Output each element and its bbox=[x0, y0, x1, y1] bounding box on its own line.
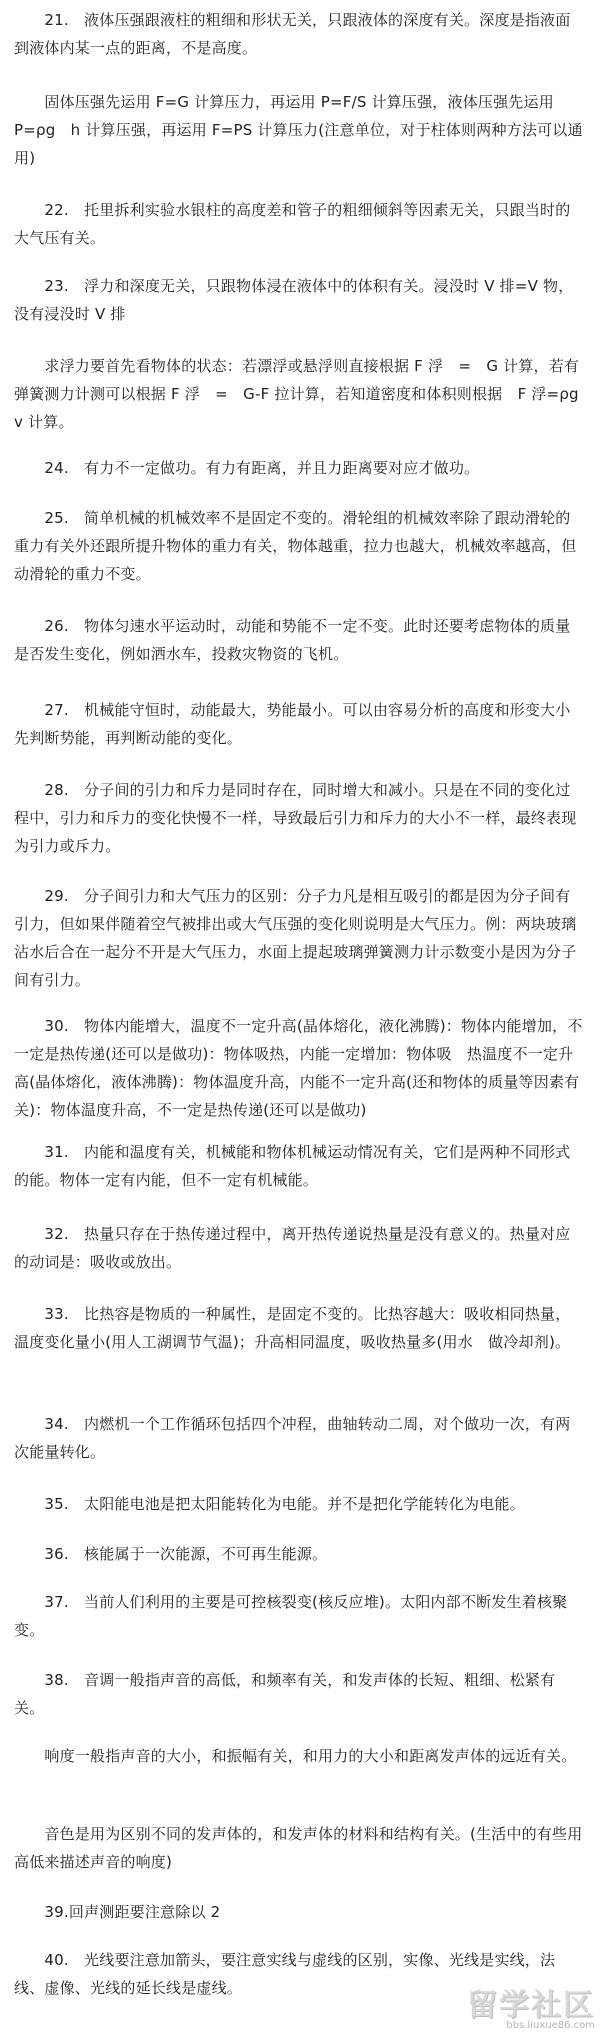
site-watermark bbox=[467, 1980, 595, 2031]
paragraph-37: 37. 当前人们利用的主要是可控核裂变(核反应堆)。太阳内部不断发生着核聚变。 bbox=[14, 1593, 568, 1639]
paragraph-buoyancy: 求浮力要首先看物体的状态：若漂浮或悬浮则直接根据 F 浮 = G 计算，若有弹簧测力计测可以根据 F 浮 = G-F 拉计算，若知道密度和体积则根据 F 浮=ρg v 计算。 bbox=[14, 357, 594, 431]
paragraph-pressure: 固体压强先运用 F=G 计算压力，再运用 P=F/S 计算压强，液体压强先运用 P=ρg h 计算压强，再运用 F=PS 计算压力(注意单位，对于柱体则两种方法可以通用) bbox=[14, 93, 583, 167]
paragraph-23: 23. 浮力和深度无关，只跟物体浸在液体中的体积有关。浸没时 V 排=V 物，没有浸没时 V 排 bbox=[14, 277, 574, 323]
paragraph-21: 21. 液体压强跟液柱的粗细和形状无关，只跟液体的深度有关。深度是指液面到液体内某一点的距离，不是高度。 bbox=[14, 11, 571, 57]
watermark-url: bbs.liuxue86.com bbox=[506, 2020, 595, 2031]
paragraph-timbre: 音色是用为区别不同的发声体的，和发声体的材料和结构有关。(生活中的有些用高低来描述声音的响度) bbox=[14, 1825, 583, 1871]
paragraph-40: 40. 光线要注意加箭头，要注意实线与虚线的区别，实像、光线是实线，法线、虚像、光线的延长线是虚线。 bbox=[14, 1951, 556, 1997]
watermark-logo: 留学社区 bbox=[467, 1988, 595, 2023]
paragraph-33: 33. 比热容是物质的一种属性，是固定不变的。比热容越大：吸收相同热量，温度变化量小(用人工湖调节气温)；升高相同温度，吸收热量多(用水 做冷却剂)。 bbox=[14, 1305, 571, 1351]
paragraph-28: 28. 分子间的引力和斥力是同时存在，同时增大和减小。只是在不同的变化过程中，引力和斥力的变化快慢不一样，导致最后引力和斥力的大小不一样，最终表现为引力或斥力。 bbox=[14, 781, 577, 855]
paragraph-39: 39.回声测距要注意除以 2 bbox=[14, 1903, 221, 1921]
paragraph-27: 27. 机械能守恒时，动能最大，势能最小。可以由容易分析的高度和形变大小先判断势能，再判断动能的变化。 bbox=[14, 701, 571, 747]
paragraph-29: 29. 分子间引力和大气压力的区别：分子力凡是相互吸引的都是因为分子间有引力，但如果伴随着空气被排出或大气压强的变化则说明是大气压力。例：两块玻璃沾水后合在一起分不开是大气压力，水面上提起玻璃弹簧测力计示数变小是因为分子间有引力。 bbox=[14, 887, 577, 989]
paragraph-34: 34. 内燃机一个工作循环包括四个冲程，曲轴转动二周，对个做功一次，有两次能量转化。 bbox=[14, 1415, 571, 1461]
paragraph-26: 26. 物体匀速水平运动时，动能和势能不一定不变。此时还要考虑物体的质量是否发生变化，例如洒水车，投救灾物资的飞机。 bbox=[14, 617, 571, 663]
paragraph-24: 24. 有力不一定做功。有力有距离，并且力距离要对应才做功。 bbox=[14, 459, 480, 477]
paragraph-30: 30. 物体内能增大，温度不一定升高(晶体熔化，液化沸腾)：物体内能增加，不一定是热传递(还可以是做功)：物体吸热，内能一定增加：物体吸 热温度不一定升高(晶体熔化，液体沸腾)：物体温度升高，内能不一定升高(还和物体的质量等因素有关)：物体温度升高，不一定是热传递(还可以是做功) bbox=[14, 1017, 583, 1119]
paragraph-31: 31. 内能和温度有关，机械能和物体机械运动情况有关，它们是两种不同形式的能。物体一定有内能，但不一定有机械能。 bbox=[14, 1143, 571, 1189]
paragraph-loudness: 响度一般指声音的大小，和振幅有关，和用力的大小和距离发声体的远近有关。 bbox=[14, 1747, 577, 1765]
paragraph-36: 36. 核能属于一次能源，不可再生能源。 bbox=[14, 1545, 328, 1563]
paragraph-25: 25. 简单机械的机械效率不是固定不变的。滑轮组的机械效率除了跟动滑轮的重力有关外还跟所提升物体的重力有关，物体越重，拉力也越大，机械效率越高，但动滑轮的重力不变。 bbox=[14, 509, 577, 583]
paragraph-22: 22. 托里拆利实验水银柱的高度差和管子的粗细倾斜等因素无关，只跟当时的大气压有关。 bbox=[14, 201, 571, 247]
paragraph-32: 32. 热量只存在于热传递过程中，离开热传递说热量是没有意义的。热量对应的动词是：吸收或放出。 bbox=[14, 1225, 571, 1271]
paragraph-35: 35. 太阳能电池是把太阳能转化为电能。并不是把化学能转化为电能。 bbox=[14, 1495, 525, 1513]
paragraph-38: 38. 音调一般指声音的高低，和频率有关，和发声体的长短、粗细、松紧有关。 bbox=[14, 1671, 556, 1717]
